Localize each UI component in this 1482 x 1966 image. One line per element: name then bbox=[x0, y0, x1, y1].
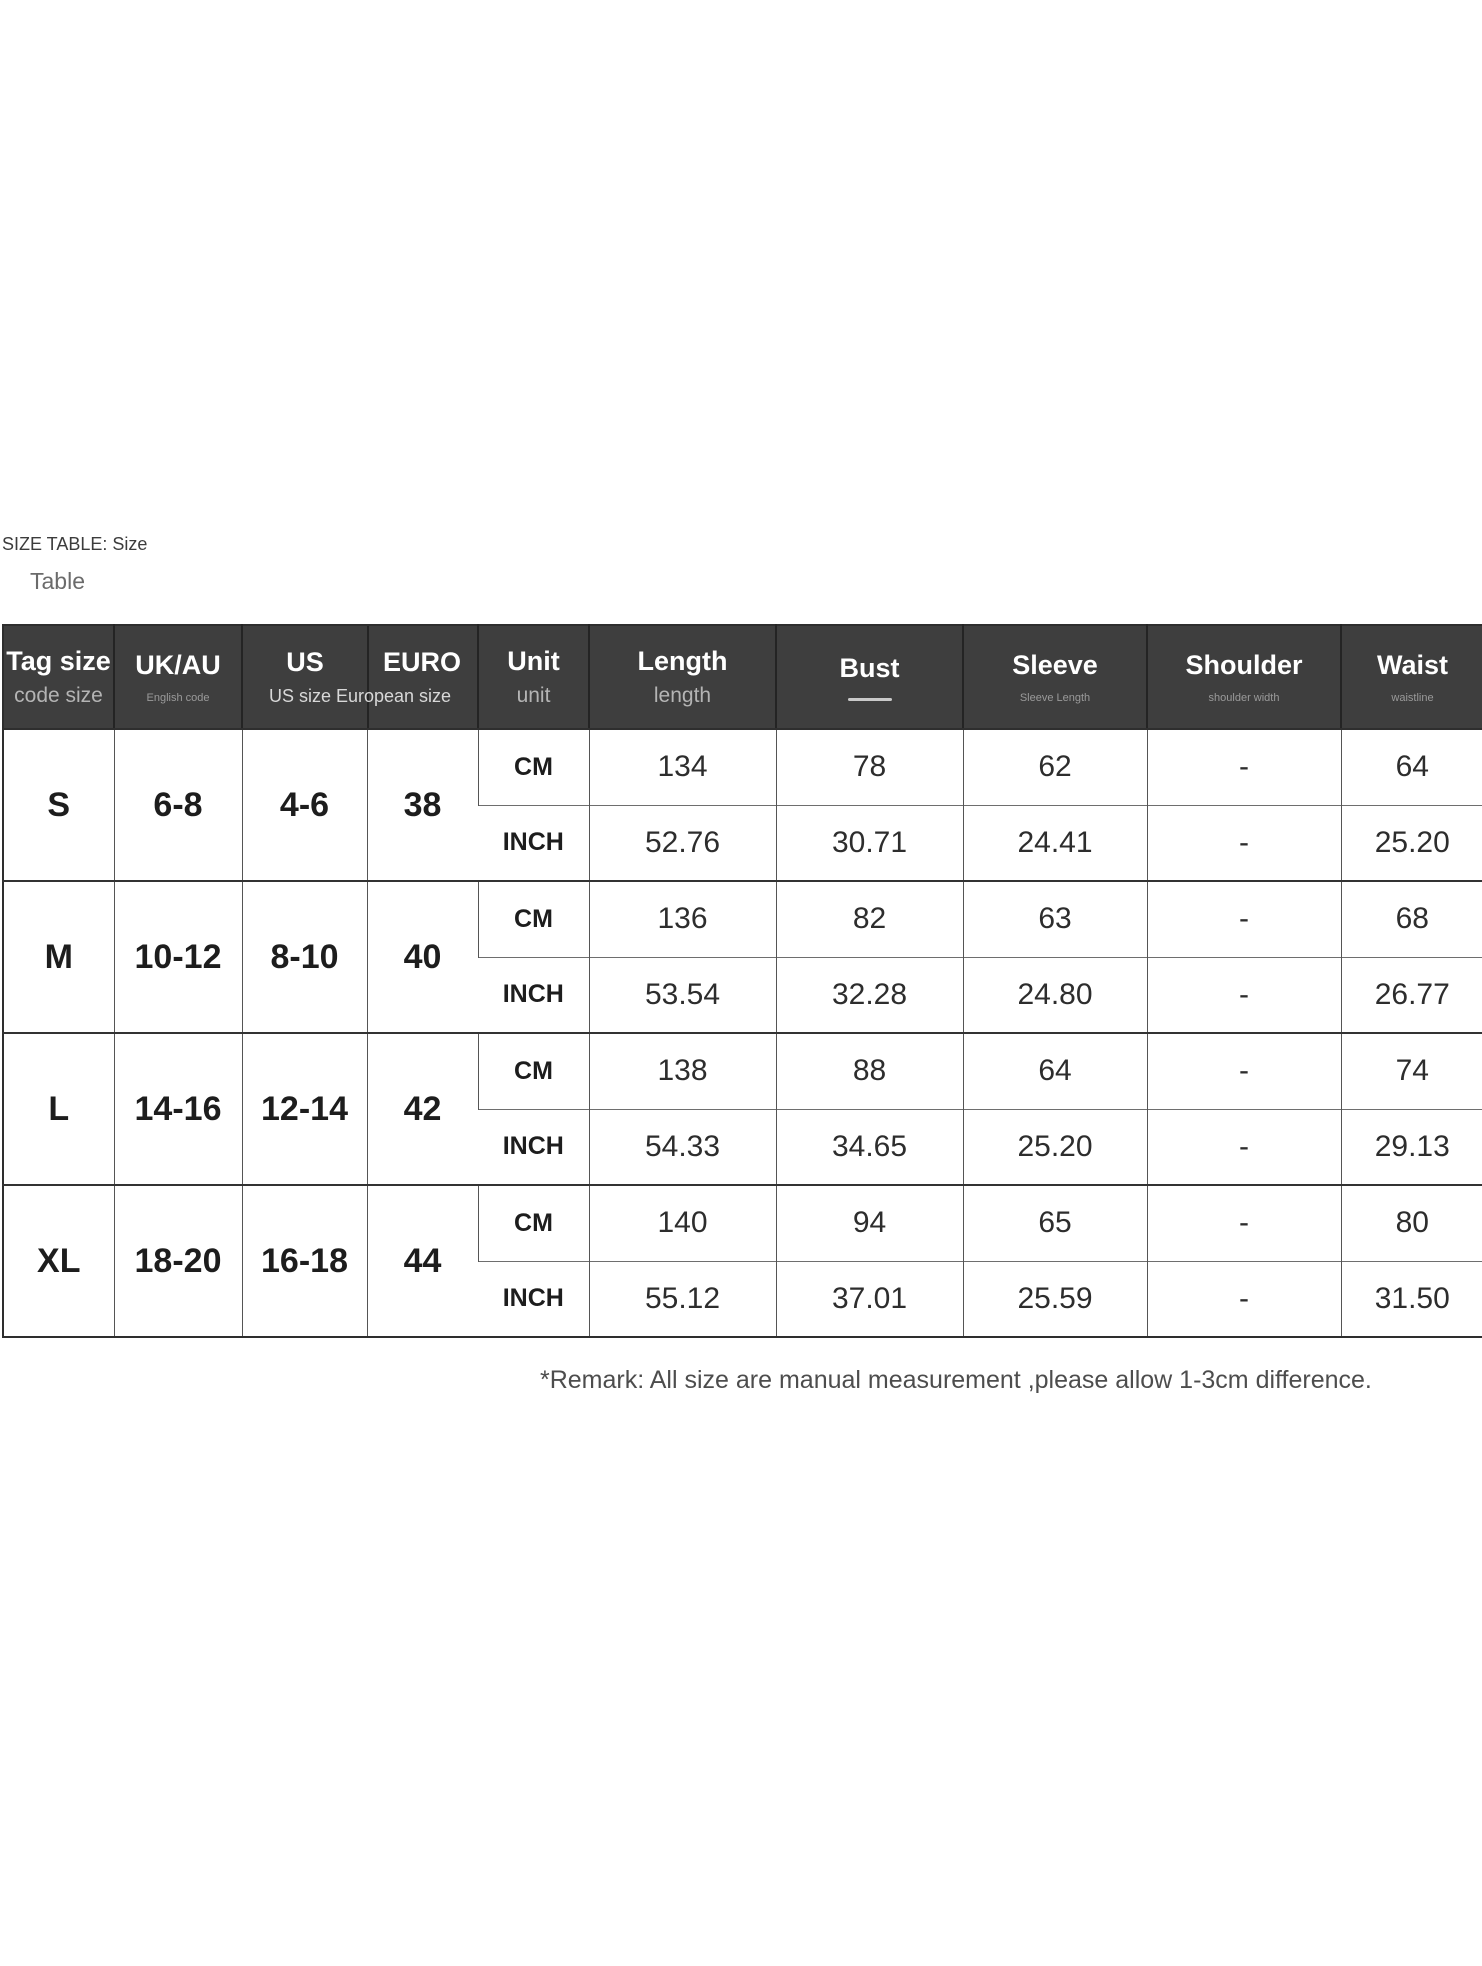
page-title-line2: Table bbox=[30, 568, 85, 594]
uk-au-cell: 6-8 bbox=[114, 729, 242, 881]
waist-cell: 31.50 bbox=[1341, 1261, 1482, 1337]
page-title-line1: SIZE TABLE: Size bbox=[2, 534, 148, 554]
us-cell: 8-10 bbox=[242, 881, 367, 1033]
sleeve-cell: 65 bbox=[963, 1185, 1147, 1261]
header-unit bbox=[478, 625, 589, 729]
size-tag-cell: M bbox=[3, 881, 114, 1033]
remark-note: *Remark: All size are manual measurement ,please allow 1-3cm difference. bbox=[540, 1366, 1372, 1394]
table-row-s-cm bbox=[3, 729, 1482, 805]
shoulder-cell: - bbox=[1147, 805, 1341, 881]
euro-cell: 38 bbox=[367, 729, 478, 881]
header-waist-label: Waist bbox=[1376, 650, 1448, 681]
header-unit-sublabel: unit bbox=[516, 683, 551, 707]
sleeve-cell: 25.59 bbox=[963, 1261, 1147, 1337]
euro-cell: 42 bbox=[367, 1033, 478, 1185]
shoulder-cell: - bbox=[1147, 1109, 1341, 1185]
length-cell: 55.12 bbox=[589, 1261, 776, 1337]
header-length bbox=[589, 625, 776, 729]
bust-cell: 30.71 bbox=[776, 805, 963, 881]
unit-cell: CM bbox=[478, 1033, 589, 1109]
size-tag-cell: L bbox=[3, 1033, 114, 1185]
header-sleeve-sublabel: Sleeve Length bbox=[1019, 691, 1091, 704]
header-length-label: Length bbox=[637, 646, 728, 677]
shoulder-cell: - bbox=[1147, 1033, 1341, 1109]
header-shoulder-label: Shoulder bbox=[1185, 650, 1303, 681]
bust-cell: 88 bbox=[776, 1033, 963, 1109]
shoulder-cell: - bbox=[1147, 957, 1341, 1033]
uk-au-cell: 18-20 bbox=[114, 1185, 242, 1337]
header-waist-sublabel: waistline bbox=[1391, 691, 1434, 704]
sleeve-cell: 62 bbox=[963, 729, 1147, 805]
bust-cell: 34.65 bbox=[776, 1109, 963, 1185]
header-shoulder bbox=[1147, 625, 1341, 729]
length-cell: 52.76 bbox=[589, 805, 776, 881]
bust-cell: 78 bbox=[776, 729, 963, 805]
waist-cell: 26.77 bbox=[1341, 957, 1482, 1033]
size-tag-cell: XL bbox=[3, 1185, 114, 1337]
bust-underline bbox=[848, 698, 892, 701]
header-bust-label: Bust bbox=[839, 652, 900, 683]
bust-cell: 82 bbox=[776, 881, 963, 957]
header-unit-label: Unit bbox=[507, 646, 560, 677]
waist-cell: 68 bbox=[1341, 881, 1482, 957]
header-uk-au-sublabel: English code bbox=[146, 691, 210, 704]
uk-au-cell: 10-12 bbox=[114, 881, 242, 1033]
length-cell: 134 bbox=[589, 729, 776, 805]
bust-cell: 37.01 bbox=[776, 1261, 963, 1337]
euro-cell: 44 bbox=[367, 1185, 478, 1337]
unit-cell: INCH bbox=[478, 805, 589, 881]
waist-cell: 64 bbox=[1341, 729, 1482, 805]
waist-cell: 80 bbox=[1341, 1185, 1482, 1261]
header-waist bbox=[1341, 625, 1482, 729]
unit-cell: INCH bbox=[478, 1261, 589, 1337]
header-sleeve bbox=[963, 625, 1147, 729]
header-tag-size-label: Tag size bbox=[6, 646, 111, 677]
length-cell: 136 bbox=[589, 881, 776, 957]
shoulder-cell: - bbox=[1147, 881, 1341, 957]
table-row-l-cm bbox=[3, 1033, 1482, 1109]
shoulder-cell: - bbox=[1147, 729, 1341, 805]
unit-cell: INCH bbox=[478, 1109, 589, 1185]
header-tag-size-sublabel: code size bbox=[14, 683, 103, 707]
header-sleeve-label: Sleeve bbox=[1012, 650, 1098, 681]
uk-au-cell: 14-16 bbox=[114, 1033, 242, 1185]
sleeve-cell: 24.80 bbox=[963, 957, 1147, 1033]
header-tag-size bbox=[3, 625, 114, 729]
waist-cell: 74 bbox=[1341, 1033, 1482, 1109]
bust-cell: 32.28 bbox=[776, 957, 963, 1033]
header-us-euro-sublabel: US size European size bbox=[268, 686, 452, 707]
header-us-label: US bbox=[286, 646, 324, 677]
sleeve-cell: 25.20 bbox=[963, 1109, 1147, 1185]
unit-cell: CM bbox=[478, 729, 589, 805]
length-cell: 53.54 bbox=[589, 957, 776, 1033]
bust-cell: 94 bbox=[776, 1185, 963, 1261]
shoulder-cell: - bbox=[1147, 1185, 1341, 1261]
sleeve-cell: 64 bbox=[963, 1033, 1147, 1109]
header-shoulder-sublabel: shoulder width bbox=[1208, 691, 1280, 704]
waist-cell: 25.20 bbox=[1341, 805, 1482, 881]
header-uk-au bbox=[114, 625, 242, 729]
header-row bbox=[3, 625, 1482, 729]
sleeve-cell: 24.41 bbox=[963, 805, 1147, 881]
us-cell: 4-6 bbox=[242, 729, 367, 881]
header-us-euro bbox=[242, 625, 478, 729]
length-cell: 140 bbox=[589, 1185, 776, 1261]
unit-cell: CM bbox=[478, 1185, 589, 1261]
euro-cell: 40 bbox=[367, 881, 478, 1033]
us-cell: 12-14 bbox=[242, 1033, 367, 1185]
header-uk-au-label: UK/AU bbox=[135, 650, 221, 681]
table-row-m-cm bbox=[3, 881, 1482, 957]
length-cell: 54.33 bbox=[589, 1109, 776, 1185]
size-table bbox=[2, 624, 1482, 1338]
size-tag-cell: S bbox=[3, 729, 114, 881]
header-euro-label: EURO bbox=[382, 646, 461, 677]
waist-cell: 29.13 bbox=[1341, 1109, 1482, 1185]
header-length-sublabel: length bbox=[653, 683, 712, 707]
unit-cell: CM bbox=[478, 881, 589, 957]
us-cell: 16-18 bbox=[242, 1185, 367, 1337]
length-cell: 138 bbox=[589, 1033, 776, 1109]
table-row-xl-cm bbox=[3, 1185, 1482, 1261]
unit-cell: INCH bbox=[478, 957, 589, 1033]
shoulder-cell: - bbox=[1147, 1261, 1341, 1337]
sleeve-cell: 63 bbox=[963, 881, 1147, 957]
header-bust bbox=[776, 625, 963, 729]
